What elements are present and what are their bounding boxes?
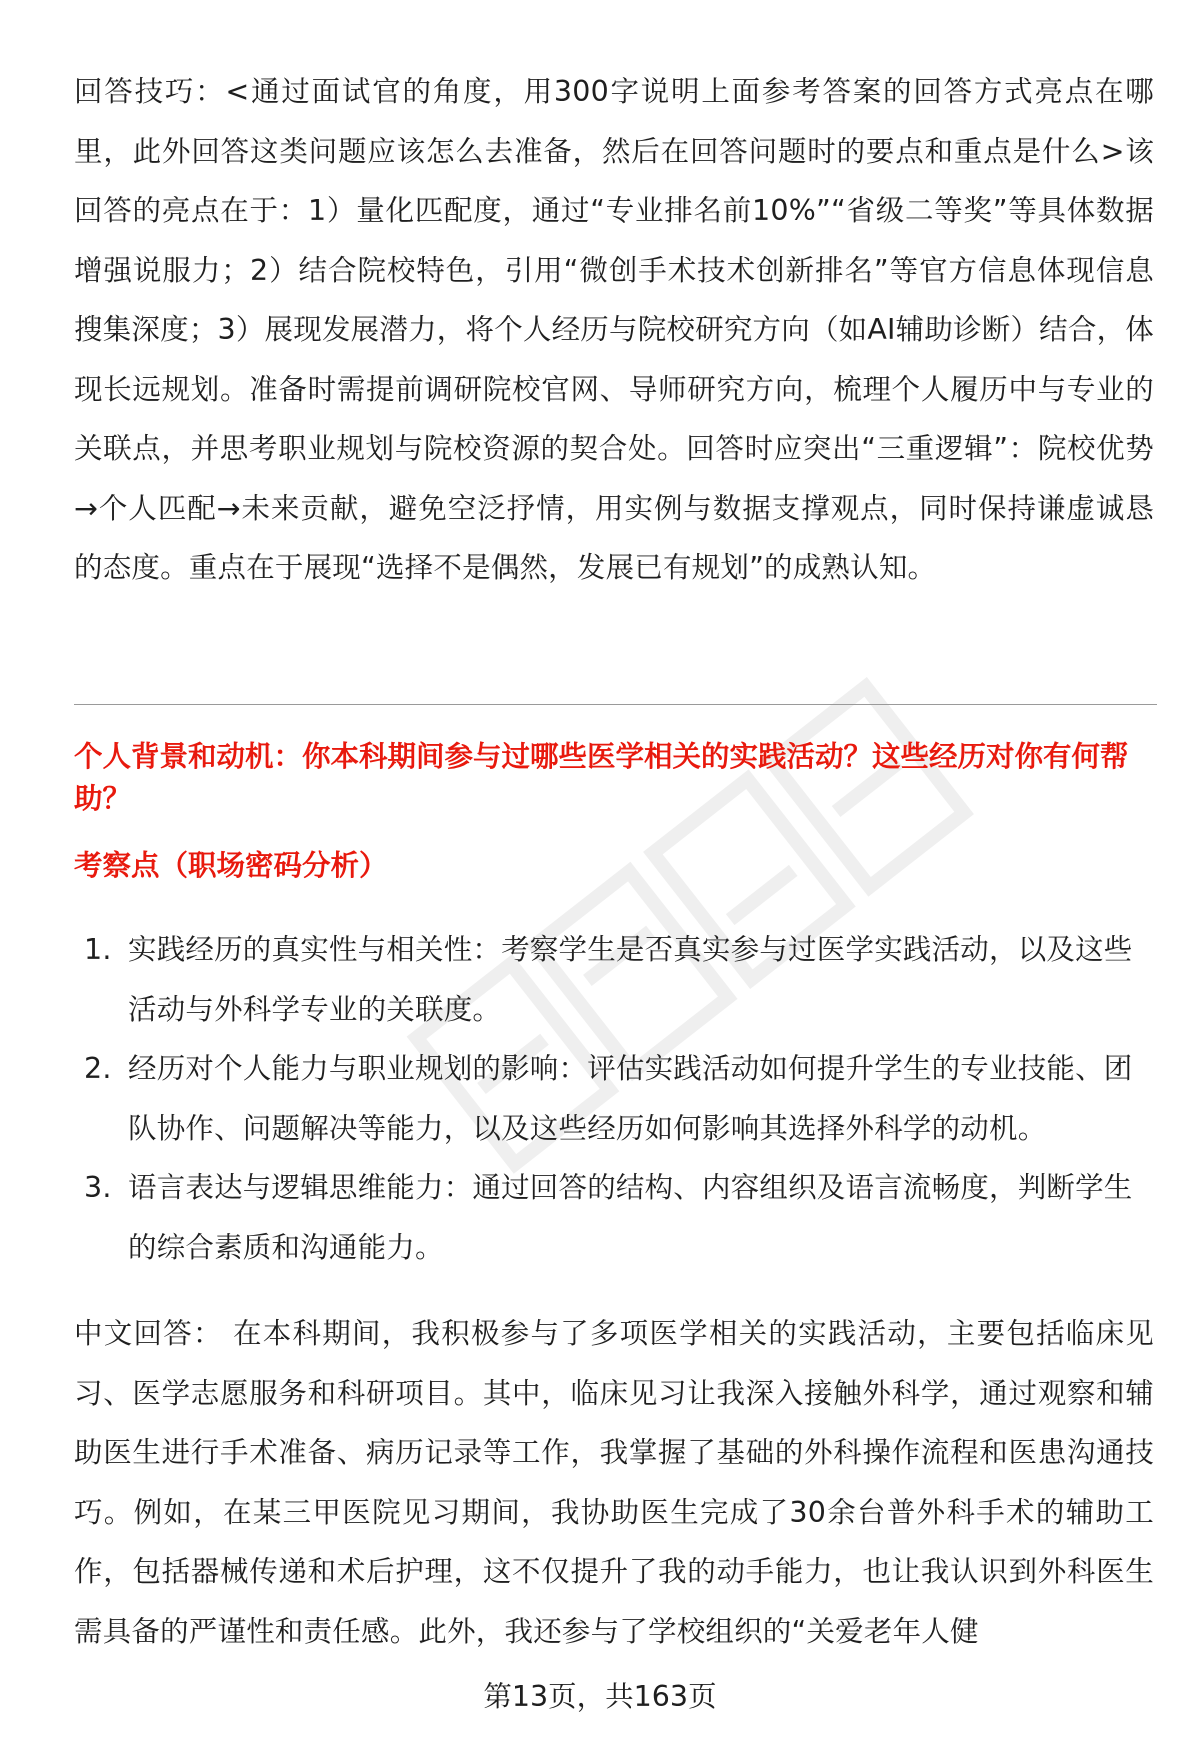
list-item bbox=[74, 1039, 1154, 1158]
answer-tips-paragraph: 回答技巧：<通过面试官的角度，用300字说明上面参考答案的回答方式亮点在哪里，此外回答这类问题应该怎么去准备，然后在回答问题时的要点和重点是什么>该回答的亮点在于：1）量化匹配度，通过“专业排名前10%”“省级二等奖”等具体数据增强说服力；2）结合院校特色，引用“微创手术技术创新排名”等官方信息体现信息搜集深度；3）展现发展潜力，将个人经历与院校研究方向（如AI辅助诊断）结合，体现长远规划。准备时需提前调研院校官网、导师研究方向，梳理个人履历中与专业的关联点，并思考职业规划与院校资源的契合处。回答时应突出“三重逻辑”：院校优势→个人匹配→未来贡献，避免空泛抒情，用实例与数据支撑观点，同时保持谦虚诚恳的态度。重点在于展现“选择不是偶然，发展已有规划”的成熟认知。 bbox=[74, 75, 1154, 584]
list-item-number: 2. bbox=[84, 1052, 112, 1085]
assessment-points-heading: 考察点（职场密码分析） bbox=[74, 849, 388, 882]
list-item-text: 经历对个人能力与职业规划的影响：评估实践活动如何提升学生的专业技能、团队协作、问题解决等能力，以及这些经历如何影响其选择外科学的动机。 bbox=[128, 1052, 1133, 1145]
list-item bbox=[74, 920, 1154, 1039]
page-number-footer: 第13页，共163页 bbox=[483, 1680, 717, 1713]
list-item-number: 1. bbox=[84, 933, 112, 966]
list-item bbox=[74, 1158, 1154, 1277]
list-item-number: 3. bbox=[84, 1171, 112, 1204]
list-item-text: 语言表达与逻辑思维能力：通过回答的结构、内容组织及语言流畅度，判断学生的综合素质和沟通能力。 bbox=[128, 1171, 1133, 1264]
question-heading: 个人背景和动机：你本科期间参与过哪些医学相关的实践活动？这些经历对你有何帮助？ bbox=[74, 740, 1129, 815]
section-divider bbox=[74, 704, 1157, 705]
chinese-answer-paragraph: 中文回答： 在本科期间，我积极参与了多项医学相关的实践活动，主要包括临床见习、医学志愿服务和科研项目。其中，临床见习让我深入接触外科学，通过观察和辅助医生进行手术准备、病历记录等工作，我掌握了基础的外科操作流程和医患沟通技巧。例如，在某三甲医院见习期间，我协助医生完成了30余台普外科手术的辅助工作，包括器械传递和术后护理，这不仅提升了我的动手能力，也让我认识到外科医生需具备的严谨性和责任感。此外，我还参与了学校组织的“关爱老年人健 bbox=[74, 1317, 1154, 1648]
assessment-points-list bbox=[74, 920, 1154, 1277]
list-item-text: 实践经历的真实性与相关性：考察学生是否真实参与过医学实践活动，以及这些活动与外科学专业的关联度。 bbox=[128, 933, 1133, 1026]
